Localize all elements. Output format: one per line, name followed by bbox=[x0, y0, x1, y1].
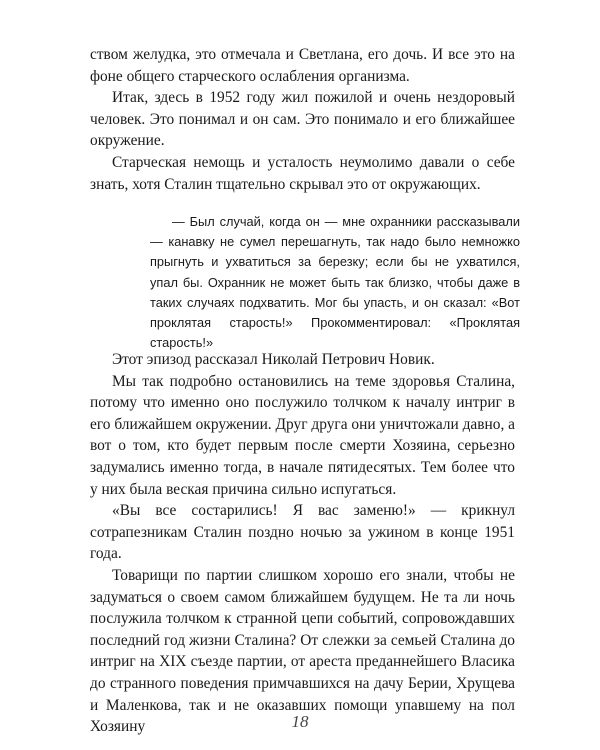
bottom-text-block bbox=[90, 349, 515, 738]
paragraph-health: Итак, здесь в 1952 году жил пожилой и очень нездоровый человек. Это понимал и он сам. Это понимало и его ближайшее окружение. bbox=[90, 89, 515, 150]
paragraph-comrades: Товарищи по партии слишком хорошо его знали, чтобы не задуматься о своем самом ближайшем будущем. Не та ли ночь послужила толчком к странной цепи событий, сопровождавших последний год жизни Сталина? От слежки за семьей Сталина до интриг на XIX съезде партии, от ареста преданнейшего Власика до странного поведения примчавшихся на дачу Берии, Хрущева и Маленкова, так и не оказавших помощи упавшему на пол Хозяину bbox=[90, 566, 515, 736]
paragraph-weakness: Старческая немощь и усталость неумолимо давали о себе знать, хотя Сталин тщательно скрывал это от окружающих. bbox=[90, 153, 515, 193]
paragraph-continuation: ством желудка, это отмечала и Светлана, его дочь. И все это на фоне общего старческого ослабления организма. bbox=[90, 46, 515, 85]
paragraph-source: Этот эпизод рассказал Николай Петрович Новик. bbox=[112, 351, 435, 368]
page-number: 18 bbox=[291, 712, 309, 731]
quote-text: — Был случай, когда он — мне охранники рассказывали — канавку не сумел перешагнуть, так надо было немножко прыгнуть и ухватиться за березку; если бы не ухватился, упал бы. Охранник не может быть так близко, чтобы даже в таких случаях подхватить. Мог бы упасть, и он сказал: «Вот проклятая старость!» Прокомментировал: «Проклятая старость!» bbox=[150, 214, 520, 351]
paragraph-intrigues: Мы так подробно остановились на теме здоровья Сталина, потому что именно оно послужило толчком к началу интриг в его ближайшем окружении. Друг друга они уничтожали давно, а вот о том, кто будет первым после смерти Хозяина, серьезно задумались именно тогда, в начале пятидесятых. Тем более что у них была веская причина сильно испугаться. bbox=[90, 372, 515, 498]
quote-block bbox=[150, 212, 520, 353]
paragraph-replace: «Вы все состарились! Я вас заменю!» — крикнул сотрапезникам Сталин поздно ночью за ужином в конце 1951 года. bbox=[90, 502, 515, 563]
top-text-block bbox=[90, 44, 515, 195]
